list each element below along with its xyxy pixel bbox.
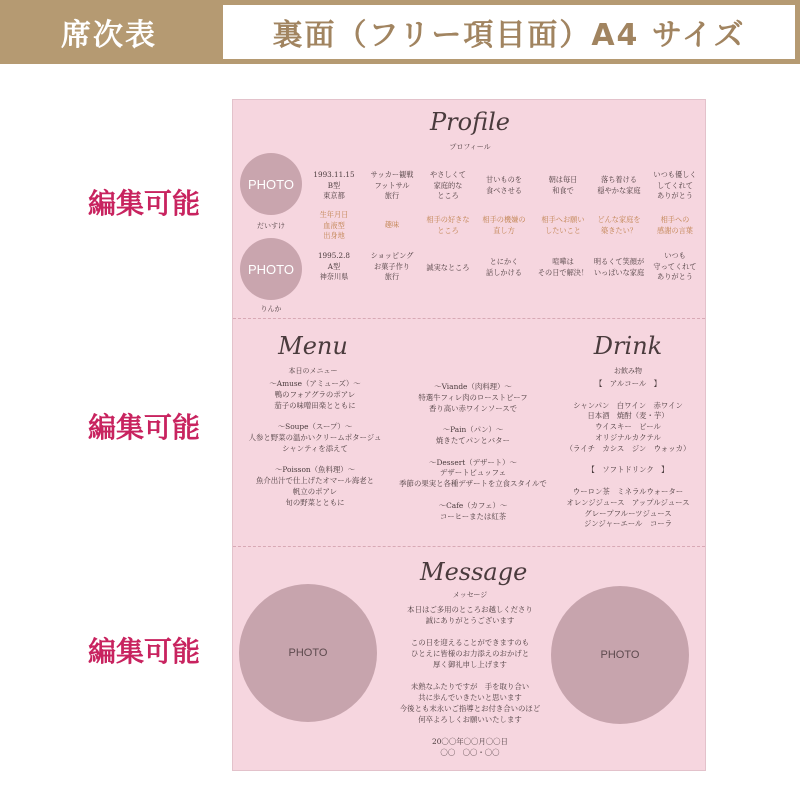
drink-list: 【 アルコール 】 シャンパン 白ワイン 赤ワイン 日本酒 焼酎（麦・芋） ウイスキー ビール オリジナルカクテル （ライチ カシス ジン ウォッカ） 【 ソフトドリンク 】 ウーロン茶 ミネラルウォーター オレンジジュース アップルジュース グレープフルーツジュース ジンジャーエール コーラ: [565, 379, 691, 529]
section-divider-1: [233, 318, 705, 319]
groom-request: 朝は毎日 和食で: [548, 175, 578, 195]
message-subtitle: メッセージ: [452, 591, 488, 599]
header-right-frame: [218, 0, 800, 64]
groom-ideal-home: 落ち着ける 穏やかな家庭: [597, 175, 641, 195]
menu-left-courses: ～Amuse（アミューズ）～ 鴨のフォアグラのポアレ 茄子の味噌田楽とともに ～Soupe（スープ）～ 人参と野菜の温かいクリームポタージュ シャンティを添えて ～Poisson（魚料理）～ 魚介出汁で仕上げたオマール海老と 帆立のポアレ 旬の野菜とともに: [248, 379, 382, 507]
menu-title: Menu: [278, 332, 348, 360]
bride-name: りんか: [260, 305, 282, 313]
label-birthday-blood-hometown: 生年月日 血液型 出身地: [319, 210, 349, 240]
section-divider-2: [233, 546, 705, 547]
groom-mood-fix: 甘いものを 食べさせる: [486, 175, 522, 195]
photo-placeholder-groom[interactable]: PHOTO: [240, 153, 302, 215]
bride-hobby: ショッピング お菓子作り 旅行: [370, 251, 414, 281]
edit-label-message: 編集可能: [88, 635, 201, 668]
drink-subtitle: お飲み物: [614, 367, 642, 375]
bride-favorite-point: 誠実なところ: [426, 263, 470, 272]
profile-title: Profile: [430, 108, 510, 136]
menu-subtitle: 本日のメニュー: [288, 367, 338, 375]
groom-hobby: サッカー観戦 フットサル 旅行: [370, 170, 414, 200]
message-text: 本日はご多用のところお越しくださり 誠にありがとうございます この日を迎えることができますのも ひとえに皆様のお力添えのおかげと 厚く御礼申し上げます 未熟なふたりですが 手を取り合い 共に歩んでいきたいと思います 今後とも末永いご指導とお付き合いのほど 何卒よろしくお願いいたします 20〇〇年〇〇月〇〇日 〇〇 〇〇・〇〇: [399, 605, 541, 757]
message-title: Message: [420, 558, 528, 586]
edit-label-profile: 編集可能: [88, 187, 201, 220]
label-mood-fix: 相手の機嫌の 直し方: [482, 215, 526, 235]
groom-birthday-blood-hometown: 1993.11.15 B型 東京都: [313, 170, 355, 200]
label-favorite-point: 相手の好きな ところ: [426, 215, 470, 235]
photo-placeholder-message-left[interactable]: PHOTO: [239, 584, 377, 722]
bride-ideal-home: 明るくて笑顔が いっぱいな家庭: [593, 257, 645, 277]
profile-subtitle: プロフィール: [449, 143, 491, 151]
drink-title: Drink: [593, 332, 663, 360]
bride-request: 喧嘩は その日で解決！: [537, 257, 589, 277]
photo-placeholder-bride[interactable]: PHOTO: [240, 238, 302, 300]
label-hobby: 趣味: [384, 220, 400, 229]
label-ideal-home: どんな家庭を 築きたい？: [597, 215, 641, 235]
groom-favorite-point: やさしくて 家庭的な ところ: [430, 170, 466, 200]
menu-center-courses: ～Viande（肉料理）～ 特選牛フィレ肉のローストビーフ 香り高い赤ワインソースで ～Pain（パン）～ 焼きたてパンとバター ～Dessert（デザート）～ デザートビュッフェ 季節の果実と各種デザートを立食スタイルで ～Cafe（カフェ）～ コーヒーまたは紅茶: [399, 382, 547, 521]
groom-name: だいすけ: [257, 222, 285, 230]
header-right-label: 裏面（フリー項目面）A4 サイズ: [223, 5, 795, 59]
seating-card-back: [232, 99, 706, 771]
bride-thanks: いつも 守ってくれて ありがとう: [653, 251, 697, 281]
bride-mood-fix: とにかく 話しかける: [486, 257, 522, 277]
label-thanks: 相手への 感謝の言葉: [657, 215, 693, 235]
bride-birthday-blood-hometown: 1995.2.8 A型 神奈川県: [317, 251, 350, 281]
label-request: 相手へお願い したいこと: [541, 215, 585, 235]
edit-label-menu: 編集可能: [88, 411, 201, 444]
groom-thanks: いつも優しく してくれて ありがとう: [653, 170, 697, 200]
header-left-label: 席次表: [0, 0, 218, 64]
photo-placeholder-message-right[interactable]: PHOTO: [551, 586, 689, 724]
